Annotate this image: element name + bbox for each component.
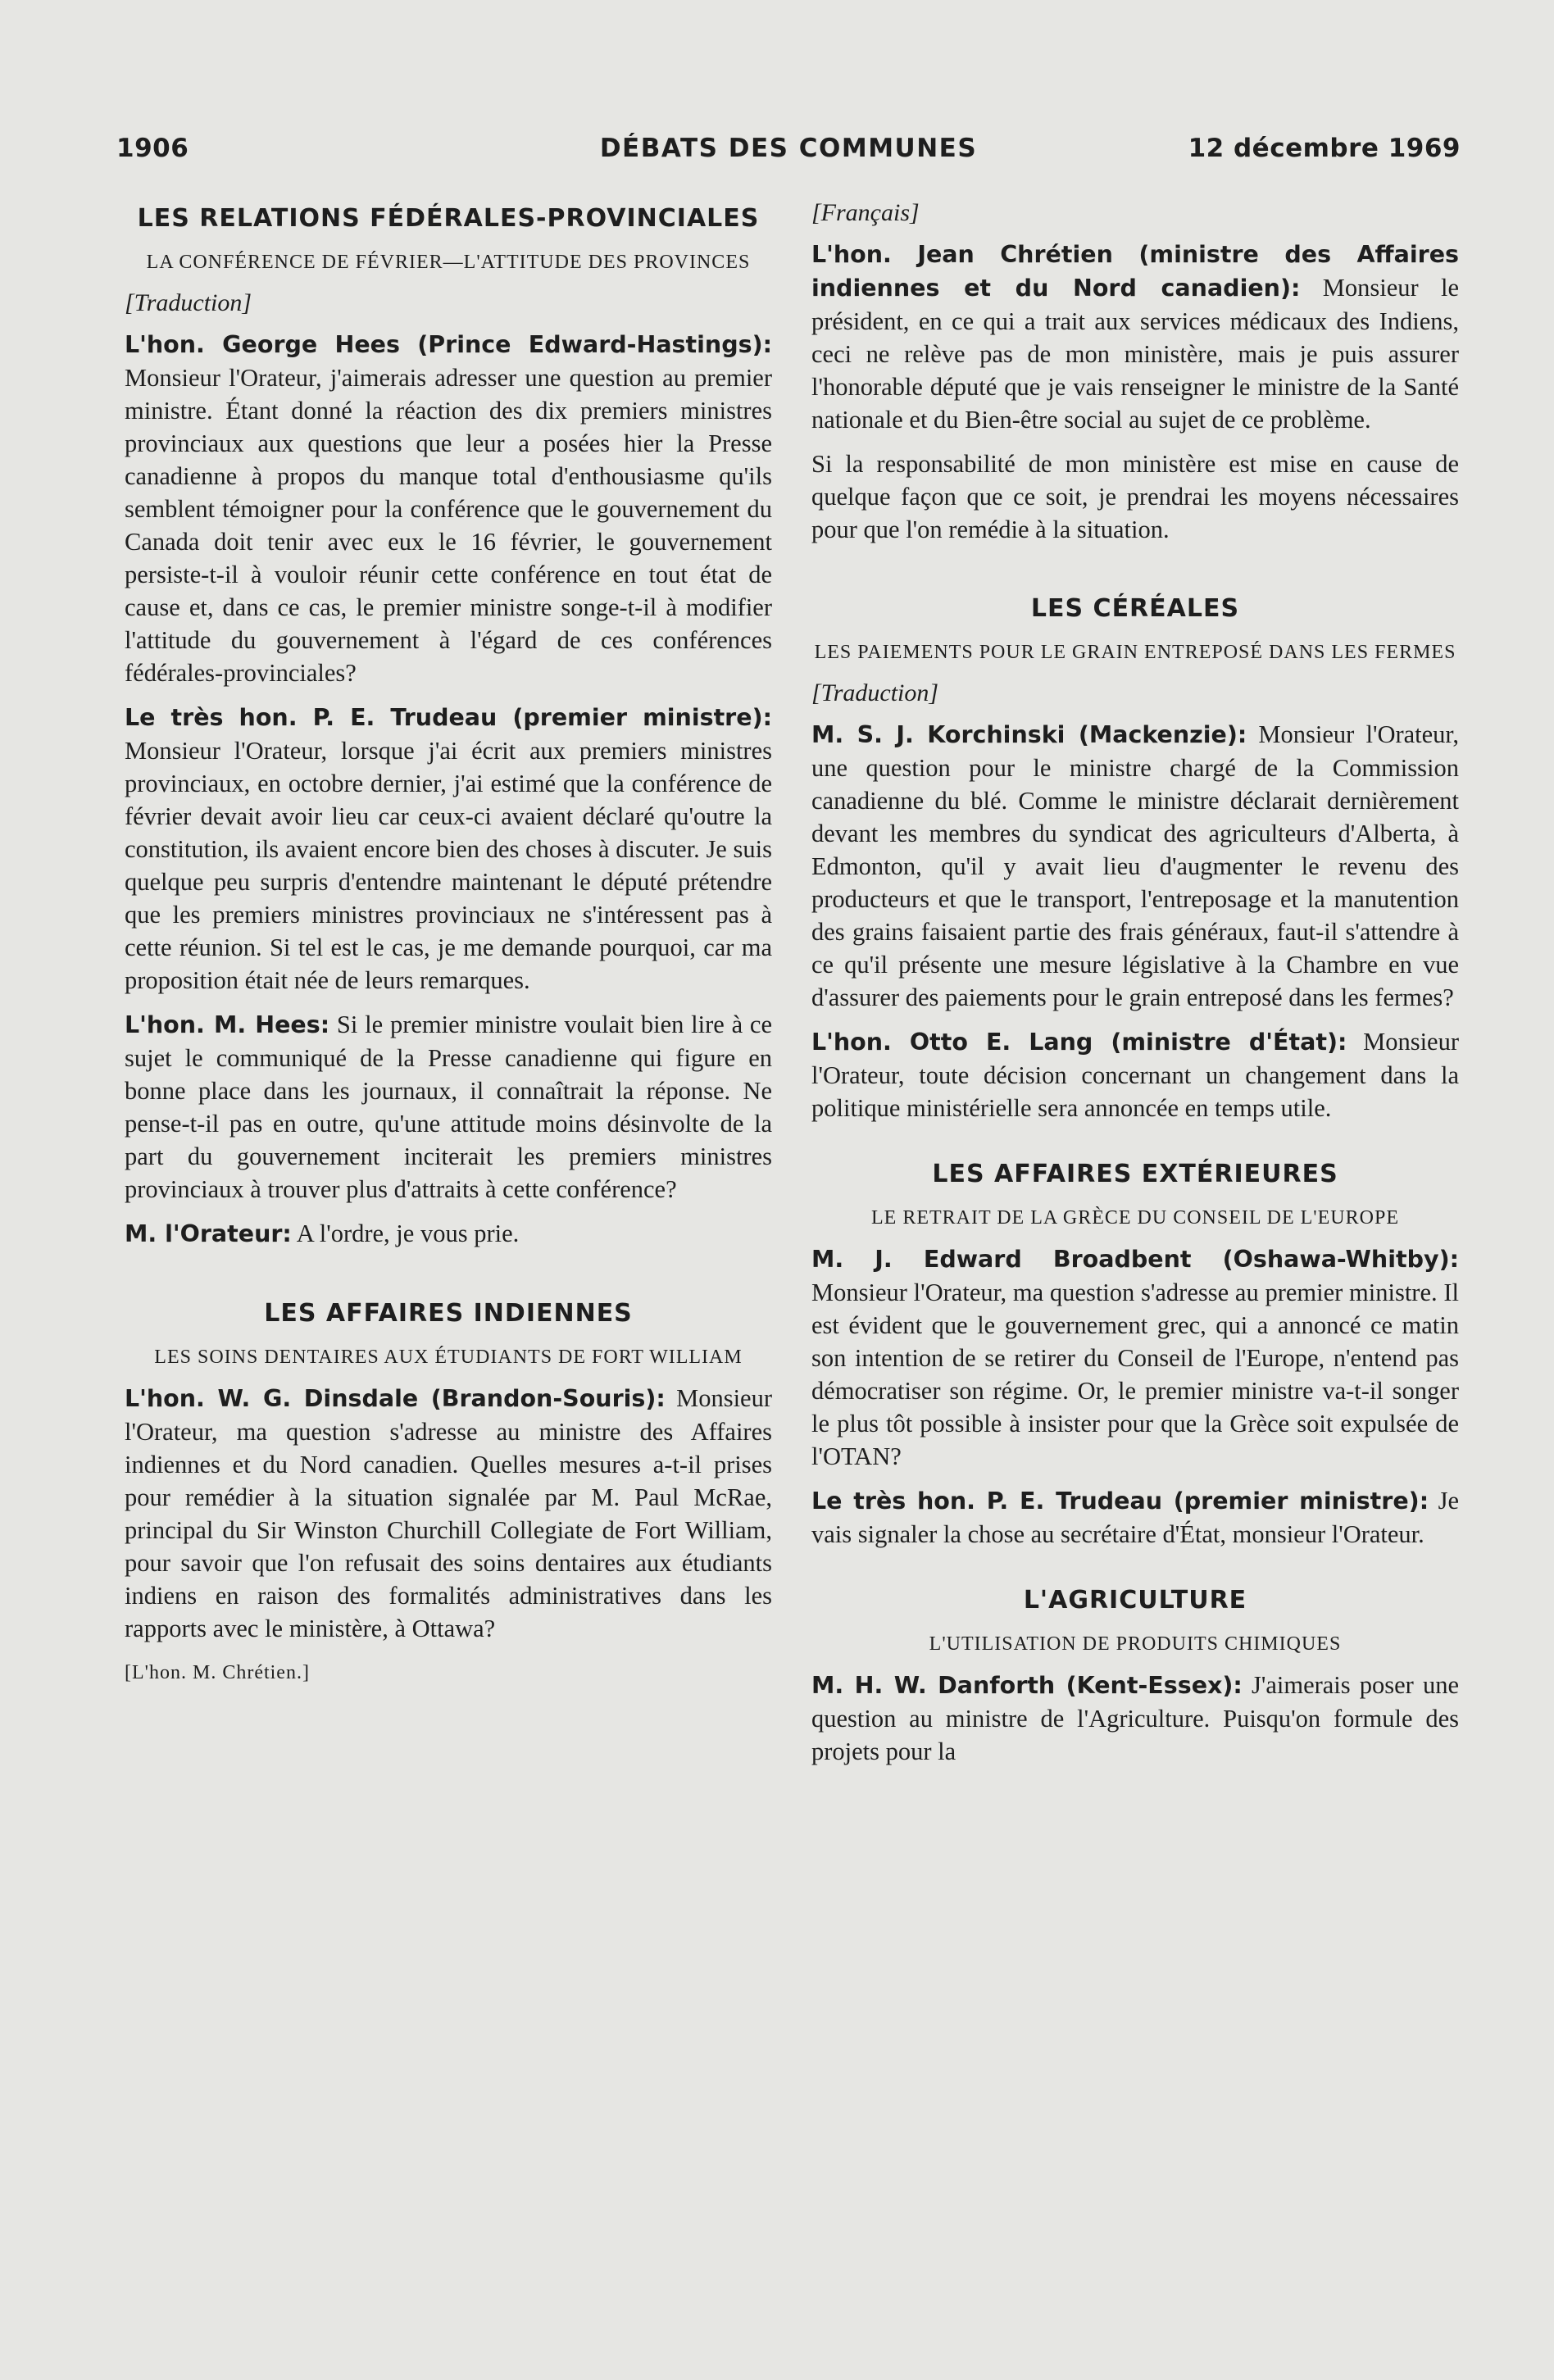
running-header (116, 134, 1461, 175)
speech-paragraph (811, 1484, 1459, 1551)
speaker-name: Le très hon. P. E. Trudeau (premier ministre): (125, 704, 772, 731)
section-heading: LES AFFAIRES EXTÉRIEURES (932, 1160, 1338, 1188)
language-marker: [Traduction] (125, 289, 252, 316)
speaker-name: M. H. W. Danforth (Kent-Essex): (811, 1672, 1243, 1699)
speaker-name: L'hon. George Hees (Prince Edward-Hastings): (125, 331, 772, 358)
section-subheading: LES SOINS DENTAIRES AUX ÉTUDIANTS DE FORT WILLIAM (154, 1347, 743, 1368)
speech-text: J'aimerais poser une question au ministre de l'Agriculture. Puisqu'on formule des projets pour la (811, 1671, 1459, 1765)
speaker-name: L'hon. Otto E. Lang (ministre d'État): (811, 1029, 1347, 1056)
speech-text: Monsieur l'Orateur, ma question s'adresse au ministre des Affaires indiennes et du Nord canadien. Quelles mesures a-t-il prises pour remédier à la situation signalée par M. Paul McRae, principal du Sir Winston Churchill Collegiate de Fort William, pour savoir que l'on refusait des soins dentaires aux étudiants indiens en raison des formalités administratives dans les rapports avec le ministère, à Ottawa? (125, 1384, 772, 1642)
speech-paragraph (811, 1669, 1459, 1768)
speech-paragraph (125, 1217, 772, 1251)
speech-text: Je vais signaler la chose au secrétaire d'État, monsieur l'Orateur. (811, 1487, 1459, 1548)
right-column (811, 197, 1459, 1779)
speech-text: Monsieur l'Orateur, ma question s'adresse au premier ministre. Il est évident que le gouvernement grec, qui a annoncé ce matin son intention de se retirer du Conseil de l'Europe, n'entend pas démocratiser son régime. Or, le premier ministre va-t-il songer le plus tôt possible à insister pour que la Grèce soit expulsée de l'OTAN? (811, 1279, 1459, 1470)
speech-paragraph (811, 1025, 1459, 1124)
speech-text: Monsieur l'Orateur, lorsque j'ai écrit aux premiers ministres provinciaux, en octobre dernier, j'ai estimé que la conférence de février devait avoir lieu car ceux-ci avaient déclaré qu'outre la constitution, ils avaient encore bien des choses à discuter. Je suis quelque peu surpris d'entendre maintenant le député prétendre que les premiers ministres provinciaux ne s'intéressent pas à cette réunion. Si tel est le cas, je me demande pourquoi, car ma proposition était née de leurs remarques. (125, 737, 772, 994)
page-number: 1906 (116, 134, 189, 163)
speech-paragraph (125, 701, 772, 997)
speech-text: A l'ordre, je vous prie. (291, 1220, 520, 1247)
speech-text: Si le premier ministre voulait bien lire à ce sujet le communiqué de la Presse canadienne qui figure en bonne place dans les journaux, il connaîtrait la réponse. Ne pense-t-il pas en outre, qu'une attitude moins désinvolte de la part du gouvernement inciterait les premiers ministres provinciaux à trouver plus d'attraits à cette conférence? (125, 1011, 773, 1203)
speech-paragraph (125, 1382, 772, 1645)
section-subheading: LES PAIEMENTS POUR LE GRAIN ENTREPOSÉ DANS LES FERMES (814, 642, 1456, 663)
continuation-note: [L'hon. M. Chrétien.] (125, 1662, 310, 1683)
speaker-name: Le très hon. P. E. Trudeau (premier ministre): (811, 1488, 1429, 1515)
speech-text: Monsieur l'Orateur, j'aimerais adresser une question au premier ministre. Étant donné la réaction des dix premiers ministres provinciaux aux questions que leur a posées hier la Presse canadienne à propos du manque total d'enthousiasme qu'ils semblent témoigner pour la conférence que le gouvernement du Canada doit tenir avec eux le 16 février, le gouvernement persiste-t-il à vouloir réunir cette conférence en tout état de cause et, dans ce cas, le premier ministre songe-t-il à modifier l'attitude du gouvernement à l'égard de ces conférences fédérales-provinciales? (125, 364, 772, 687)
section-heading: LES CÉRÉALES (1030, 594, 1240, 623)
speaker-name: L'hon. M. Hees: (125, 1011, 330, 1038)
speaker-name: L'hon. W. G. Dinsdale (Brandon-Souris): (125, 1385, 666, 1412)
speech-paragraph (811, 238, 1459, 436)
speech-text: Monsieur l'Orateur, une question pour le ministre chargé de la Commission canadienne du blé. Comme le ministre déclarait dernièrement devant les membres du syndicat des agriculteurs d'Alberta, à Edmonton, qu'il y avait lieu d'augmenter le revenu des producteurs et que le transport, l'entreposage et la manutention des grains faisaient partie des frais généraux, faut-il s'attendre à ce qu'il présente une mesure législative à la Chambre en vue d'assurer des paiements pour le grain entreposé dans les fermes? (811, 720, 1459, 1011)
section-heading: LES RELATIONS FÉDÉRALES-PROVINCIALES (137, 204, 760, 233)
speech-paragraph (125, 1008, 772, 1206)
section-subheading: LE RETRAIT DE LA GRÈCE DU CONSEIL DE L'EUROPE (871, 1207, 1399, 1229)
language-marker: [Français] (811, 199, 920, 226)
speech-paragraph: Si la responsabilité de mon ministère est mise en cause de quelque façon que ce soit, je prendrai les moyens nécessaires pour que l'on remédie à la situation. (811, 450, 1459, 543)
section-heading: LES AFFAIRES INDIENNES (264, 1299, 633, 1328)
speaker-name: M. l'Orateur: (125, 1220, 292, 1247)
left-column (125, 197, 772, 1689)
section-subheading: LA CONFÉRENCE DE FÉVRIER—L'ATTITUDE DES PROVINCES (146, 252, 751, 273)
speaker-name: M. S. J. Korchinski (Mackenzie): (811, 721, 1247, 748)
speaker-name: M. J. Edward Broadbent (Oshawa-Whitby): (811, 1246, 1459, 1273)
publication-date: 12 décembre 1969 (1188, 134, 1461, 163)
speech-text: Monsieur le président, en ce qui a trait aux services médicaux des Indiens, ceci ne relève pas de mon ministère, mais je puis assurer l'honorable député que je vais renseigner le ministre de la Santé nationale et du Bien-être social au sujet de ce problème. (811, 274, 1459, 434)
speech-paragraph (811, 718, 1459, 1014)
speech-paragraph (811, 1242, 1459, 1473)
section-subheading: L'UTILISATION DE PRODUITS CHIMIQUES (929, 1633, 1342, 1655)
publication-title: DÉBATS DES COMMUNES (599, 134, 978, 163)
speech-paragraph (125, 328, 772, 689)
speaker-name: L'hon. Jean Chrétien (ministre des Affaires indiennes et du Nord canadien): (811, 241, 1459, 302)
speech-text: Monsieur l'Orateur, toute décision concernant un changement dans la politique ministérielle sera annoncée en temps utile. (811, 1028, 1459, 1122)
language-marker: [Traduction] (811, 679, 939, 706)
section-heading: L'AGRICULTURE (1023, 1586, 1247, 1615)
